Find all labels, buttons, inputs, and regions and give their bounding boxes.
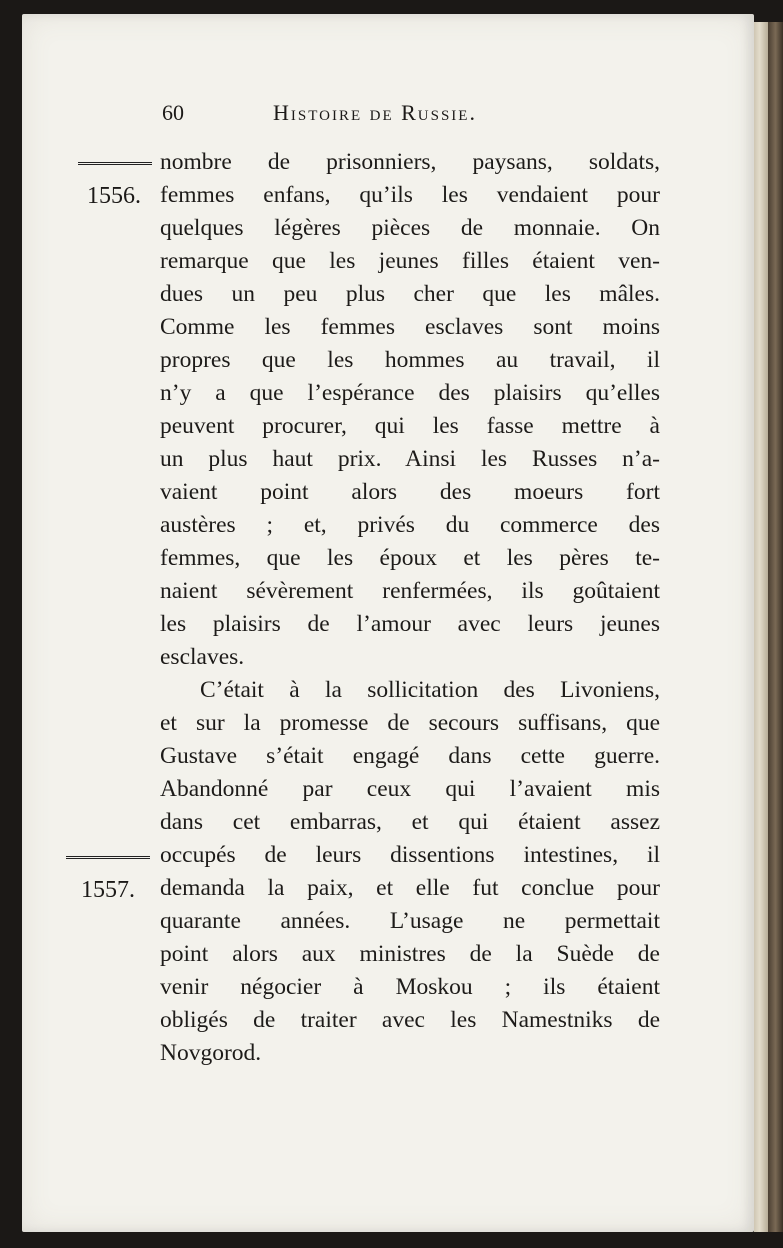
- text-line: quelques légères pièces de monnaie. On: [160, 215, 660, 241]
- text-line: remarque que les jeunes filles étaient ven-: [160, 248, 660, 274]
- page-edge: [754, 22, 768, 1232]
- text-line: Abandonné par ceux qui l’avaient mis: [160, 776, 660, 802]
- margin-rule-1: [78, 162, 152, 165]
- text-line: Novgorod.: [160, 1040, 262, 1066]
- text-line: dans cet embarras, et qui étaient assez: [160, 809, 660, 835]
- margin-year-1556: 1556.: [87, 183, 141, 209]
- text-line: femmes enfans, qu’ils les vendaient pour: [160, 182, 660, 208]
- margin-rule-2: [66, 856, 150, 859]
- text-line: demanda la paix, et elle fut conclue pour: [160, 875, 660, 901]
- text-line: quarante années. L’usage ne permettait: [160, 908, 660, 934]
- margin-year-1557: 1557.: [81, 877, 135, 903]
- text-line: peuvent procurer, qui les fasse mettre à: [160, 413, 660, 439]
- text-line: Gustave s’était engagé dans cette guerre.: [160, 743, 660, 769]
- text-line: et sur la promesse de secours suffisans, que: [160, 710, 660, 736]
- page-number: 60: [162, 100, 184, 125]
- text-line: austères ; et, privés du commerce des: [160, 512, 660, 538]
- text-line: Comme les femmes esclaves sont moins: [160, 314, 660, 340]
- text-line: naient sévèrement renfermées, ils goûtaient: [160, 578, 660, 604]
- text-line: obligés de traiter avec les Namestniks de: [160, 1007, 660, 1033]
- text-line: les plaisirs de l’amour avec leurs jeunes: [160, 611, 660, 637]
- book-binding-edge: [768, 22, 783, 1232]
- text-line: C’était à la sollicitation des Livoniens,: [200, 677, 660, 703]
- text-line: vaient point alors des moeurs fort: [160, 479, 660, 505]
- text-line: propres que les hommes au travail, il: [160, 347, 660, 373]
- text-line: occupés de leurs dissentions intestines, il: [160, 842, 660, 868]
- text-line: esclaves.: [160, 644, 245, 670]
- running-title: Histoire de Russie.: [273, 100, 477, 125]
- text-line: point alors aux ministres de la Suède de: [160, 941, 660, 967]
- page-header: [0, 100, 783, 130]
- text-line: n’y a que l’espérance des plaisirs qu’elles: [160, 380, 660, 406]
- text-line: un plus haut prix. Ainsi les Russes n’a-: [160, 446, 660, 472]
- text-line: dues un peu plus cher que les mâles.: [160, 281, 660, 307]
- text-line: femmes, que les époux et les pères te-: [160, 545, 660, 571]
- text-line: nombre de prisonniers, paysans, soldats,: [160, 149, 660, 175]
- text-line: venir négocier à Moskou ; ils étaient: [160, 974, 660, 1000]
